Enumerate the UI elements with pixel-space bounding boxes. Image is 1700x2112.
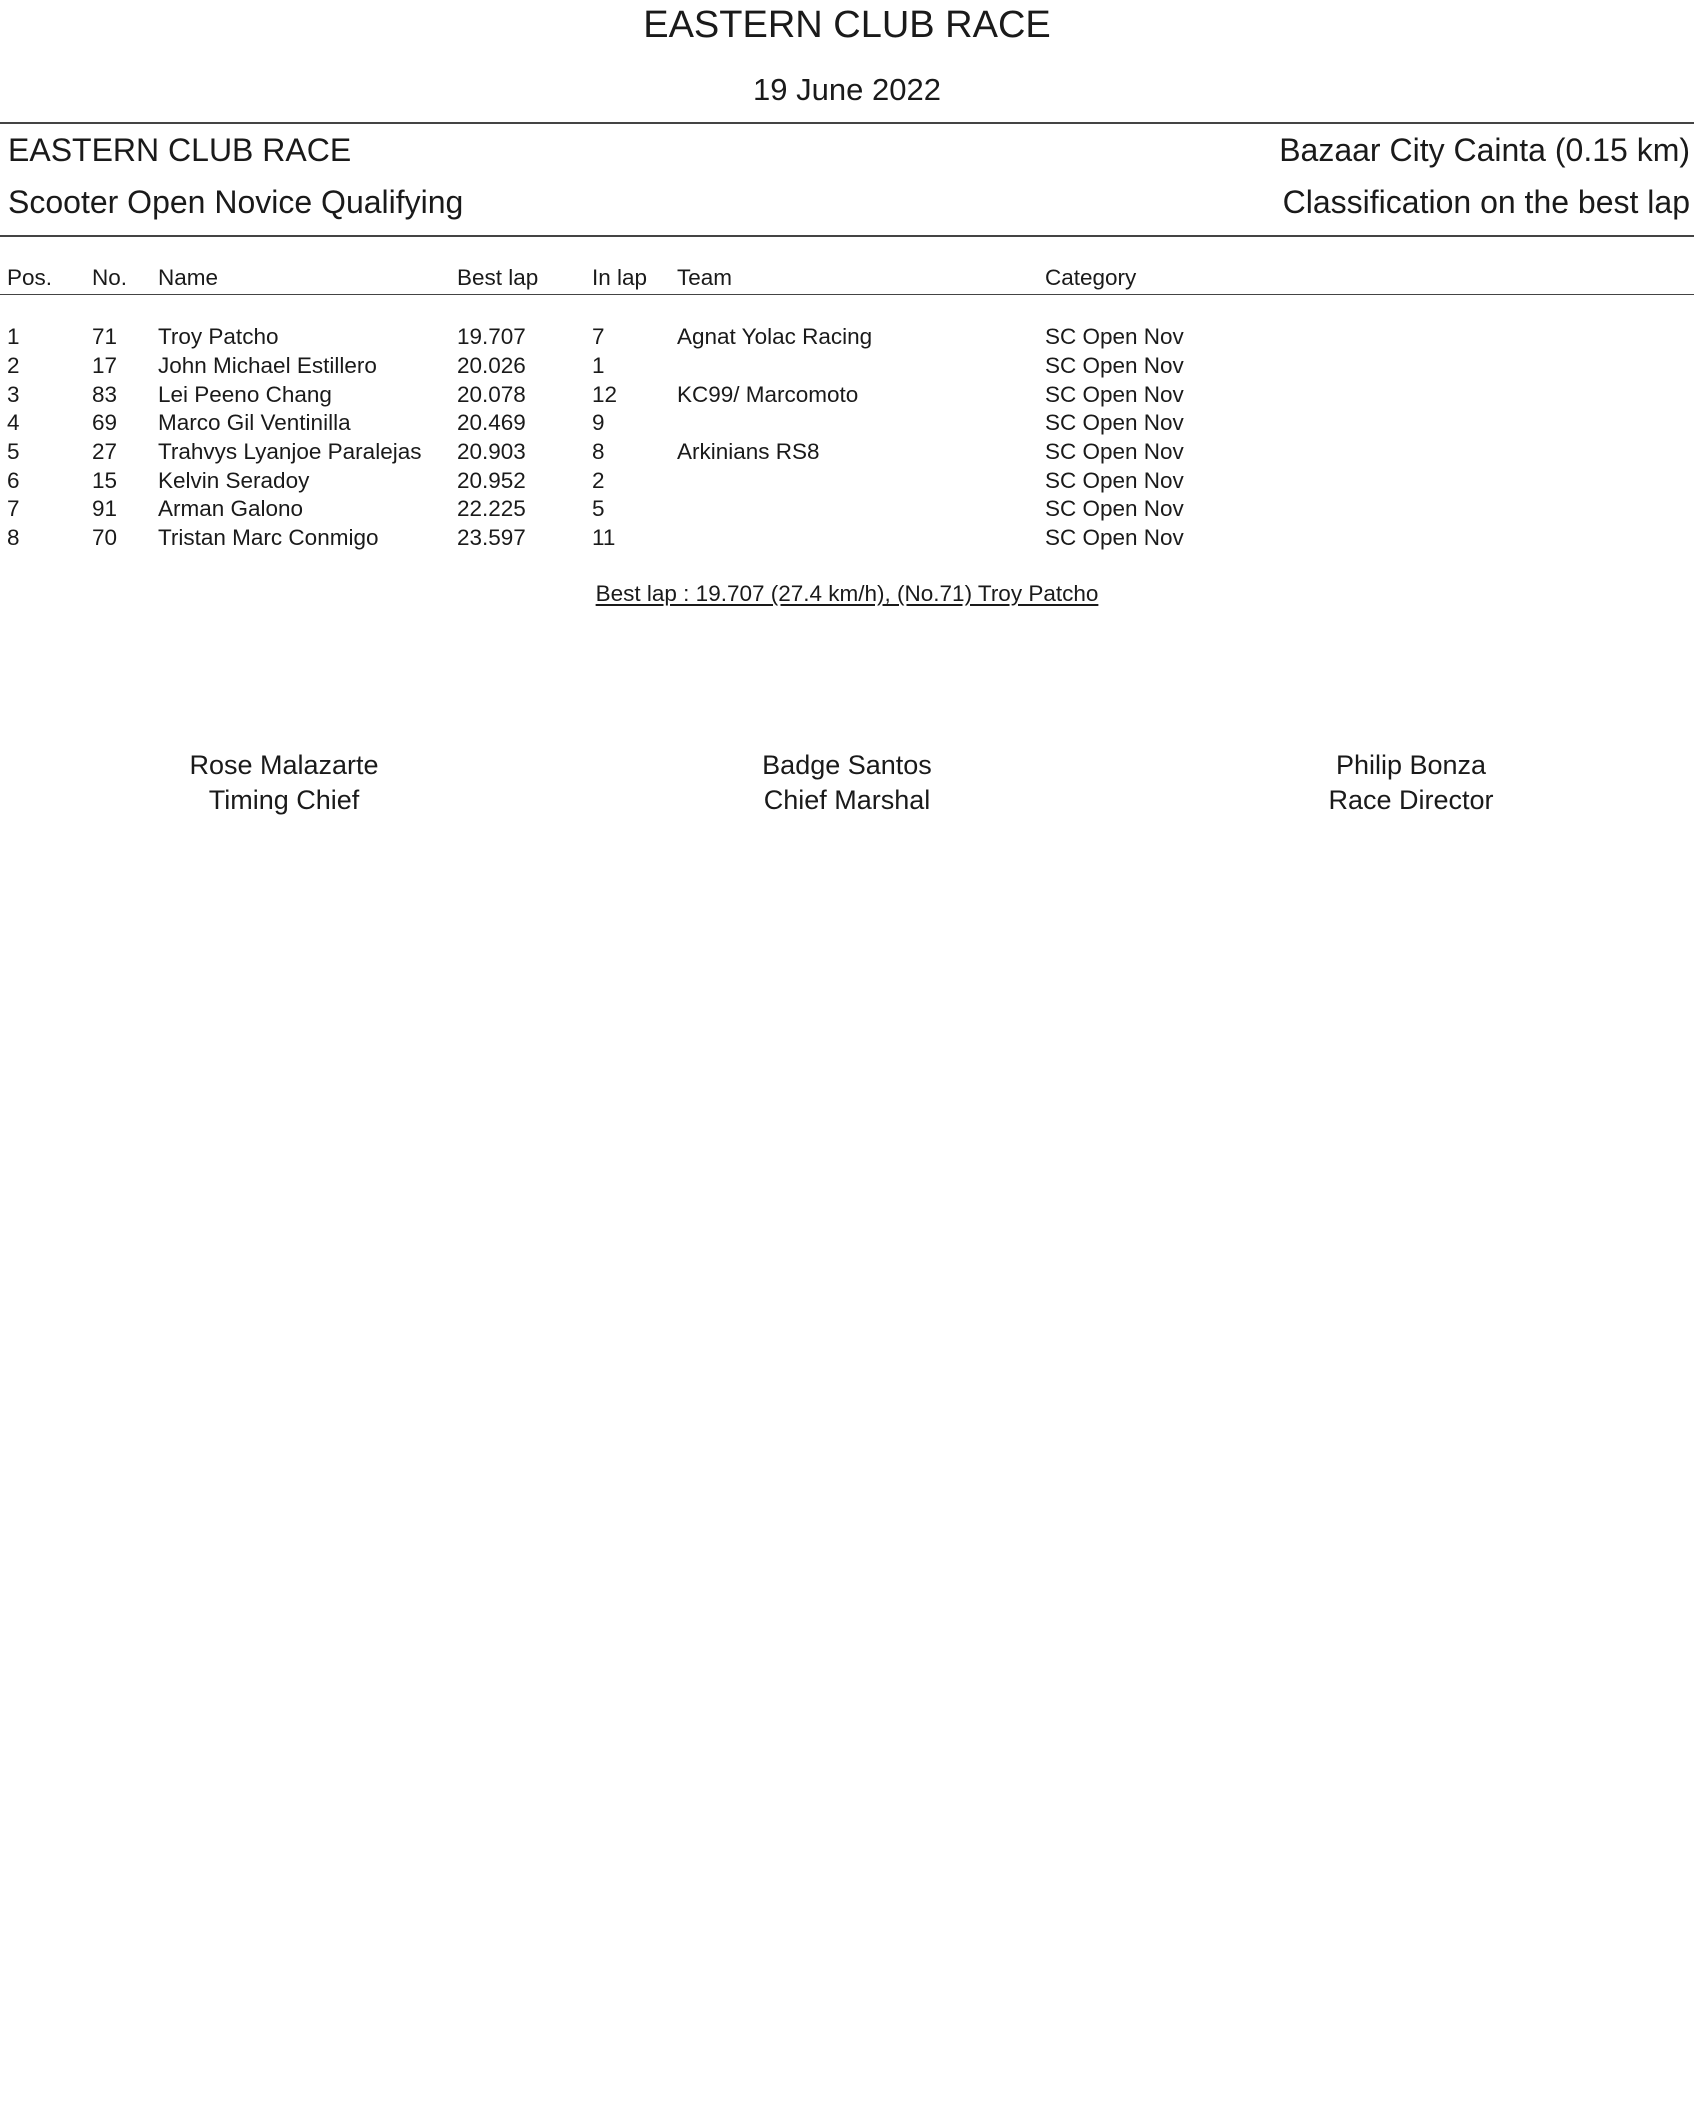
col-team: Team (677, 265, 733, 290)
cell-name: Tristan Marc Conmigo (158, 525, 379, 550)
cell-best-lap: 20.026 (457, 353, 526, 378)
col-in-lap: In lap (592, 265, 648, 290)
cell-in-lap: 9 (592, 410, 605, 435)
cell-best-lap: 22.225 (457, 496, 526, 521)
col-name: Name (158, 265, 219, 290)
signatory-role: Timing Chief (208, 785, 360, 815)
venue: Bazaar City Cainta (0.15 km) (1279, 132, 1690, 168)
cell-team: Arkinians RS8 (677, 439, 820, 464)
cell-category: SC Open Nov (1045, 353, 1184, 378)
cell-name: Kelvin Seradoy (158, 468, 310, 493)
cell-category: SC Open Nov (1045, 496, 1184, 521)
cell-best-lap: 20.469 (457, 410, 526, 435)
cell-name: Arman Galono (158, 496, 304, 521)
cell-category: SC Open Nov (1045, 439, 1184, 464)
cell-best-lap: 20.903 (457, 439, 526, 464)
cell-best-lap: 19.707 (457, 324, 526, 349)
event-date: 19 June 2022 (753, 72, 941, 107)
cell-best-lap: 23.597 (457, 525, 526, 550)
signatory-name: Rose Malazarte (189, 750, 379, 780)
cell-in-lap: 1 (592, 353, 605, 378)
cell-pos: 8 (7, 525, 20, 550)
col-pos: Pos. (7, 265, 53, 290)
cell-no: 27 (92, 439, 118, 464)
col-category: Category (1045, 265, 1137, 290)
cell-category: SC Open Nov (1045, 525, 1184, 550)
cell-in-lap: 8 (592, 439, 605, 464)
cell-no: 17 (92, 353, 118, 378)
cell-pos: 3 (7, 382, 20, 407)
cell-no: 69 (92, 410, 118, 435)
cell-category: SC Open Nov (1045, 410, 1184, 435)
cell-name: Troy Patcho (158, 324, 279, 349)
signatory-role: Race Director (1328, 785, 1494, 815)
cell-no: 83 (92, 382, 118, 407)
cell-category: SC Open Nov (1045, 324, 1184, 349)
cell-pos: 6 (7, 468, 20, 493)
cell-pos: 4 (7, 410, 20, 435)
cell-in-lap: 2 (592, 468, 605, 493)
cell-name: Trahvys Lyanjoe Paralejas (158, 439, 422, 464)
header-divider-bottom (0, 235, 1694, 237)
session-class: Scooter Open Novice Qualifying (8, 184, 464, 220)
table-header-divider (0, 294, 1694, 295)
event-name: EASTERN CLUB RACE (8, 132, 352, 168)
signatory-role: Chief Marshal (763, 785, 931, 815)
signature-chief-marshal (647, 748, 1047, 818)
cell-pos: 5 (7, 439, 20, 464)
cell-category: SC Open Nov (1045, 468, 1184, 493)
cell-team: KC99/ Marcomoto (677, 382, 859, 407)
cell-name: Marco Gil Ventinilla (158, 410, 351, 435)
cell-in-lap: 7 (592, 324, 605, 349)
cell-best-lap: 20.952 (457, 468, 526, 493)
cell-no: 70 (92, 525, 118, 550)
signatory-name: Philip Bonza (1335, 750, 1487, 780)
signatory-name: Badge Santos (762, 750, 932, 780)
col-no: No. (92, 265, 128, 290)
cell-team: Agnat Yolac Racing (677, 324, 873, 349)
cell-category: SC Open Nov (1045, 382, 1184, 407)
cell-no: 15 (92, 468, 118, 493)
cell-no: 71 (92, 324, 118, 349)
document-title: EASTERN CLUB RACE (643, 4, 1051, 46)
classification-mode: Classification on the best lap (1282, 184, 1690, 220)
cell-pos: 7 (7, 496, 20, 521)
header-divider-top (0, 122, 1694, 124)
cell-no: 91 (92, 496, 118, 521)
signature-race-director (1211, 748, 1611, 818)
cell-pos: 1 (7, 324, 20, 349)
cell-in-lap: 12 (592, 382, 618, 407)
cell-in-lap: 5 (592, 496, 605, 521)
col-best-lap: Best lap (457, 265, 539, 290)
cell-name: Lei Peeno Chang (158, 382, 332, 407)
cell-pos: 2 (7, 353, 20, 378)
best-lap-summary (0, 580, 1694, 608)
signature-timing-chief (84, 748, 484, 818)
cell-in-lap: 11 (592, 525, 616, 550)
cell-best-lap: 20.078 (457, 382, 526, 407)
cell-name: John Michael Estillero (158, 353, 377, 378)
best-lap-text: Best lap : 19.707 (27.4 km/h), (No.71) Troy Patcho (595, 581, 1099, 606)
